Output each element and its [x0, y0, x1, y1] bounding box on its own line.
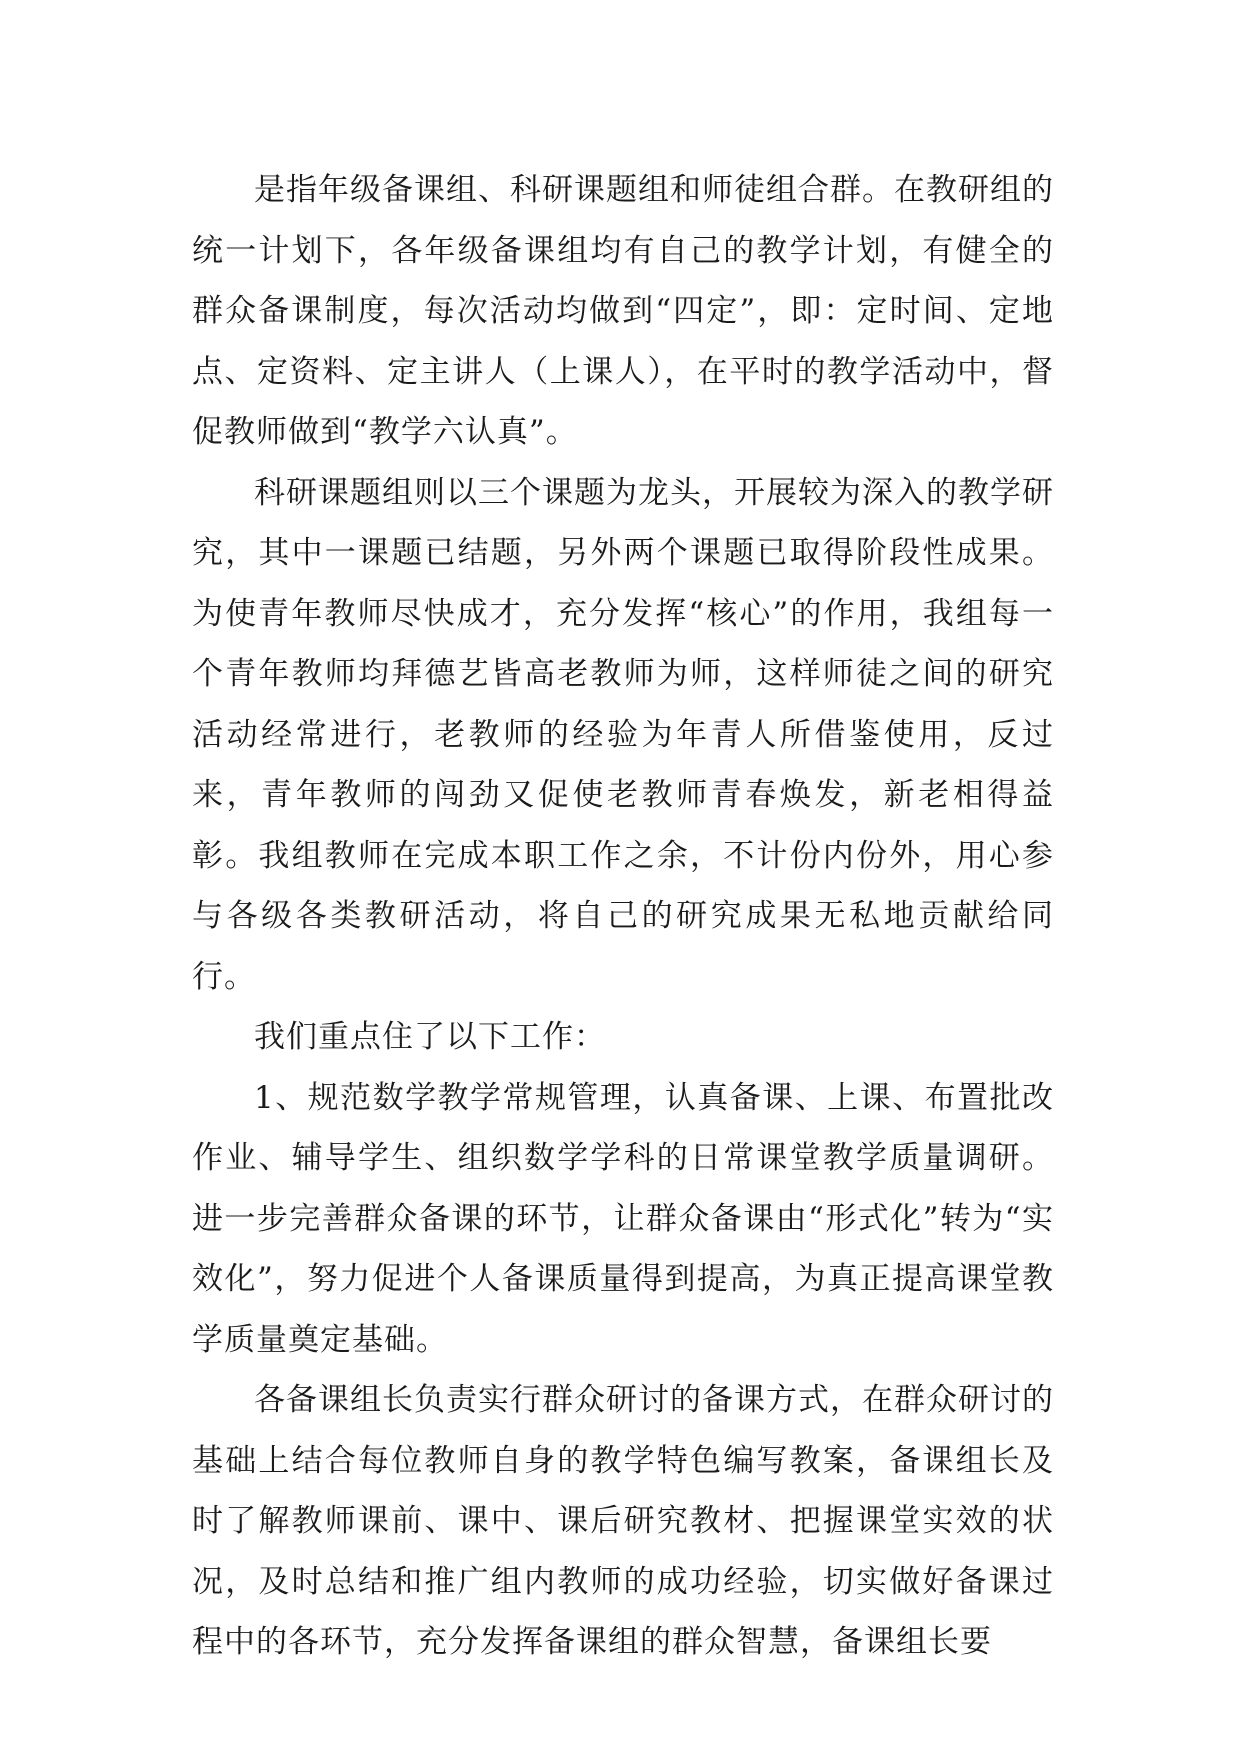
- document-body: [192, 160, 1054, 1673]
- paragraph-teaching-groups: 是指年级备课组、科研课题组和师徒组合群。在教研组的统一计划下，各年级备课组均有自己的教学计划，有健全的群众备课制度，每次活动均做到“四定”，即：定时间、定地点、定资料、定主讲人（上课人），在平时的教学活动中，督促教师做到“教学六认真”。: [192, 172, 1054, 450]
- paragraph-lesson-prep-leaders: 各备课组长负责实行群众研讨的备课方式，在群众研讨的基础上结合每位教师自身的教学特色编写教案，备课组长及时了解教师课前、课中、课后研究教材、把握课堂实效的状况，及时总结和推广组内教师的成功经验，切实做好备课过程中的各环节，充分发挥备课组的群众智慧，备课组长要: [192, 1382, 1054, 1660]
- paragraph-item-1: 1、规范数学教学常规管理，认真备课、上课、布置批改作业、辅导学生、组织数学学科的日常课堂教学质量调研。进一步完善群众备课的环节，让群众备课由“形式化”转为“实效化”，努力促进个人备课质量得到提高，为真正提高课堂教学质量奠定基础。: [192, 1079, 1054, 1358]
- paragraph-research-groups: 科研课题组则以三个课题为龙头，开展较为深入的教学研究，其中一课题已结题，另外两个课题已取得阶段性成果。为使青年教师尽快成才，充分发挥“核心”的作用，我组每一个青年教师均拜德艺皆高老教师为师，这样师徒之间的研究活动经常进行，老教师的经验为年青人所借鉴使用，反过来，青年教师的闯劲又促使老教师青春焕发，新老相得益彰。我组教师在完成本职工作之余，不计份内份外，用心参与各级各类教研活动，将自己的研究成果无私地贡献给同行。: [192, 474, 1054, 995]
- paragraph-key-work-intro: 我们重点住了以下工作：: [254, 1019, 606, 1055]
